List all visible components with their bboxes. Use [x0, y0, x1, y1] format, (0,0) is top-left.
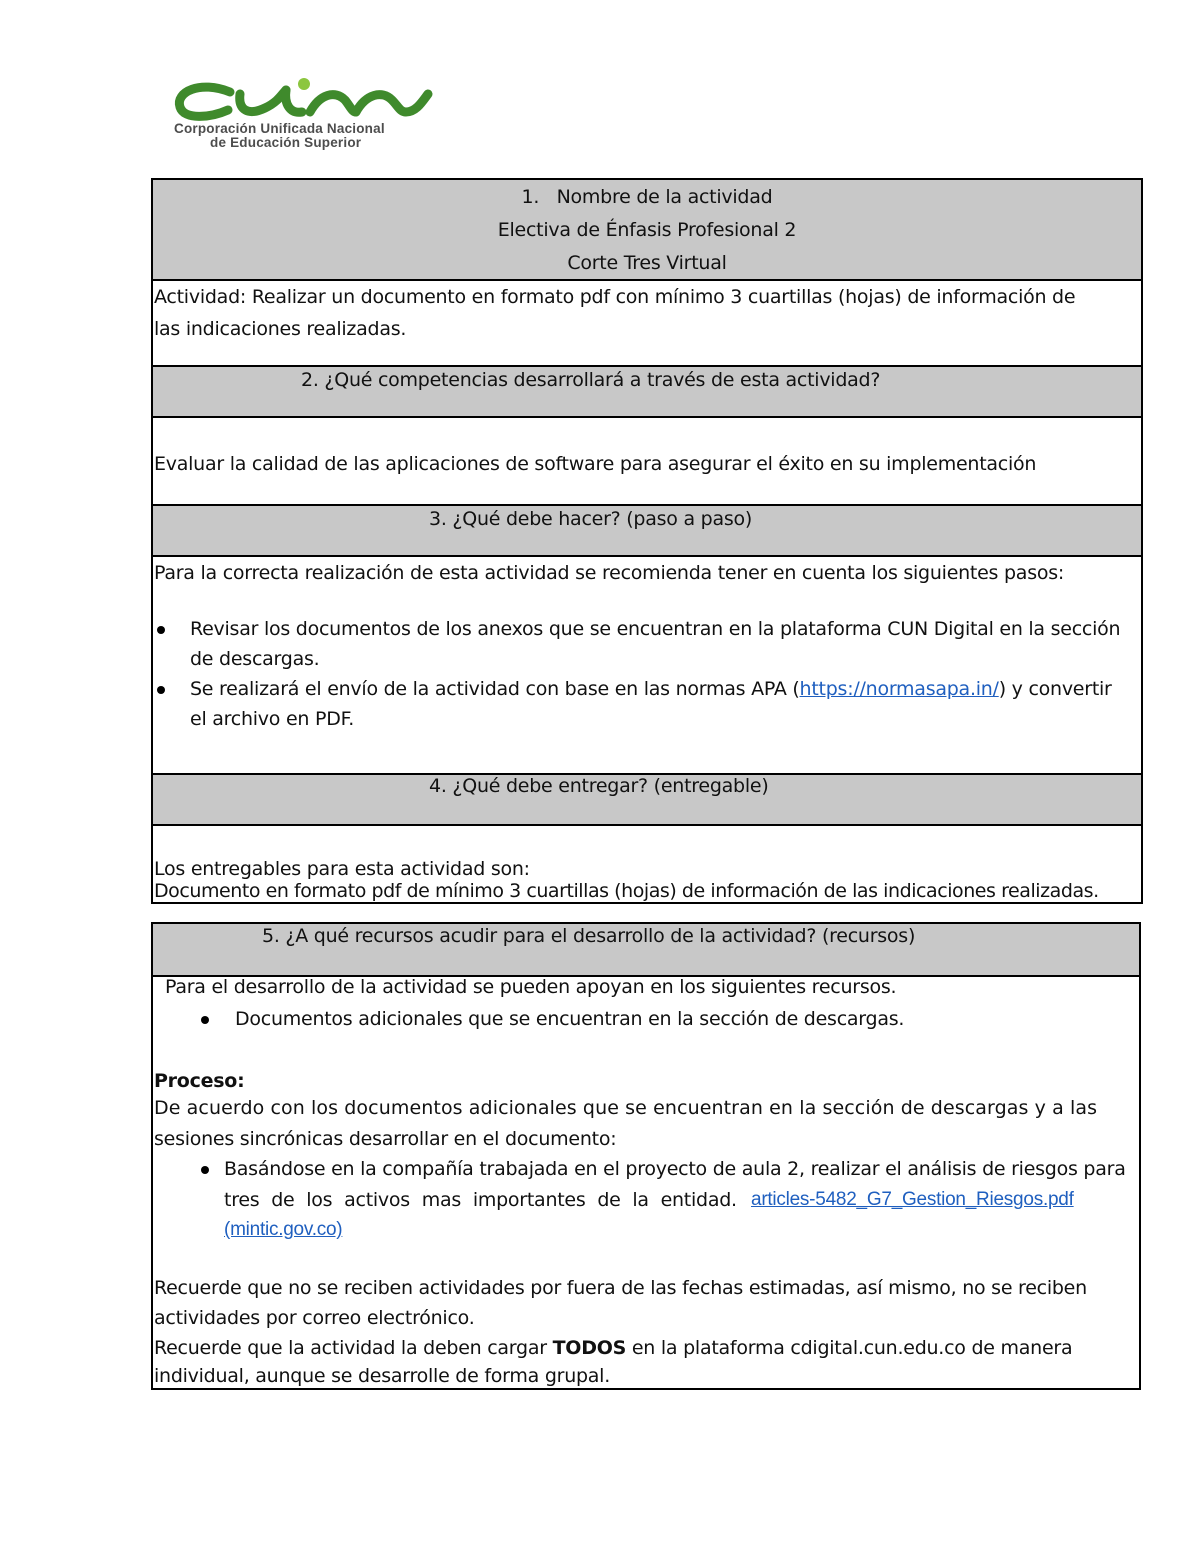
step2-line2: el archivo en PDF.: [190, 708, 354, 730]
section4-title: 4. ¿Qué debe entregar? (entregable): [429, 775, 769, 797]
section1-period: Corte Tres Virtual: [567, 252, 727, 274]
mintic-link[interactable]: (mintic.gov.co): [224, 1219, 343, 1240]
proceso-label: Proceso:: [154, 1070, 245, 1092]
section1-title: Nombre de la actividad: [556, 186, 773, 208]
resources-bullet: Documentos adicionales que se encuentran en la sección de descargas.: [235, 1008, 905, 1030]
section3-intro: Para la correcta realización de esta actividad se recomienda tener en cuenta los siguientes pasos:: [154, 562, 1065, 584]
section5-title: 5. ¿A qué recursos acudir para el desarrollo de la actividad? (recursos): [262, 925, 916, 947]
step-line2: tres de los activos mas importantes de la entidad.: [224, 1189, 737, 1211]
activity-table: [151, 178, 1143, 904]
reminder2-line2: individual, aunque se desarrolle de forma grupal.: [154, 1365, 611, 1387]
activity-text-line2: las indicaciones realizadas.: [154, 318, 407, 340]
section2-body: Evaluar la calidad de las aplicaciones de software para asegurar el éxito en su implementación: [154, 453, 1037, 475]
bullet-icon: [157, 686, 165, 694]
reminder2-text: Recuerde que la actividad la deben cargar: [154, 1337, 553, 1359]
section1-number: 1.: [521, 186, 540, 208]
deliverables-item: Documento en formato pdf de mínimo 3 cuartillas (hojas) de información de las indicaciones realizadas.: [154, 880, 1099, 902]
step1-line1: Revisar los documentos de los anexos que se encuentran en la plataforma CUN Digital en la sección: [190, 618, 1121, 640]
reminder1-line2: actividades por correo electrónico.: [154, 1307, 475, 1329]
resources-intro: Para el desarrollo de la actividad se pueden apoyan en los siguientes recursos.: [165, 976, 897, 998]
section3-title: 3. ¿Qué debe hacer? (paso a paso): [429, 508, 753, 530]
section1-subtitle: Electiva de Énfasis Profesional 2: [497, 219, 797, 241]
deliverables-intro: Los entregables para esta actividad son:: [154, 858, 530, 880]
proceso-line1: De acuerdo con los documentos adicionales que se encuentran en la sección de descargas y a las: [154, 1097, 1098, 1119]
section2-title: 2. ¿Qué competencias desarrollará a través de esta actividad?: [301, 369, 881, 391]
gestion-riesgos-link[interactable]: articles-5482_G7_Gestion_Riesgos.pdf: [751, 1189, 1074, 1210]
step-line1: Basándose en la compañía trabajada en el proyecto de aula 2, realizar el análisis de riesgos para: [224, 1158, 1126, 1180]
bullet-icon: [201, 1166, 209, 1174]
reminder1-line1: Recuerde que no se reciben actividades por fuera de las fechas estimadas, así mismo, no se reciben: [154, 1277, 1087, 1299]
normasapa-link[interactable]: https://normasapa.in/: [799, 678, 999, 700]
activity-text-line1: Actividad: Realizar un documento en formato pdf con mínimo 3 cuartillas (hojas) de información de: [154, 286, 1076, 308]
reminder2-text-after: en la plataforma cdigital.cun.edu.co de manera: [626, 1337, 1073, 1359]
bullet-icon: [157, 626, 165, 634]
todos-emphasis: TODOS: [552, 1337, 627, 1359]
step2-text: Se realizará el envío de la actividad con base en las normas APA (: [190, 678, 800, 700]
step2-text-after: ) y convertir: [998, 678, 1112, 700]
proceso-line2: sesiones sincrónicas desarrollar en el documento:: [154, 1128, 617, 1150]
resources-table: [151, 922, 1141, 1390]
step1-line2: de descargas.: [190, 648, 320, 670]
org-name-line1: Corporación Unificada Nacional: [174, 121, 385, 136]
bullet-icon: [201, 1016, 209, 1024]
org-name-line2: de Educación Superior: [210, 135, 362, 150]
